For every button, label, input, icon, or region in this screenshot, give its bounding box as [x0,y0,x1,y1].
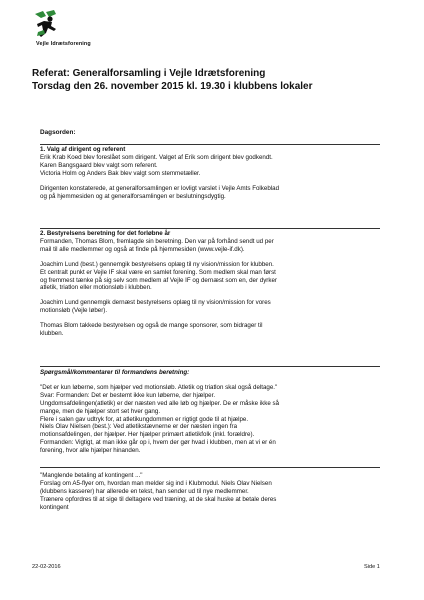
footer-page-number: Side 1 [364,564,380,570]
section-1-paragraph-line: og på hjemmesiden og at generalforsamlingen er beslutningsdygtig. [40,192,226,200]
section-2-line: Et centralt punkt er Vejle IF skal være en samlet forening. Som medlem skal man først [40,268,276,276]
section-2-rule [40,228,380,229]
section-2-line: motionsløb (Vejle løber). [40,307,108,315]
comment-line: mange, men de hjælper stort set hver gang. [40,407,161,415]
title-line-2: Torsdag den 26. november 2015 kl. 19.30 i klubbens lokaler [32,80,313,92]
comment-line: Niels Olav Nielsen (best.): Ved atletikstævnerne er der næsten ingen fra [40,423,238,431]
section-2-line: Joachim Lund (best.) gennemgik bestyrelsens oplæg til ny vision/mission for klubben. [40,260,274,268]
comments-section [40,369,386,455]
comments-section-2 [40,472,386,512]
comment-line: kontingent [40,503,69,511]
section-2-line: Formanden, Thomas Blom, fremlagde sin beretning. Den var på forhånd sendt ud per [40,237,274,245]
comments-rule [40,366,380,367]
document-title [32,68,313,93]
agenda-label: Dagsorden: [40,129,76,136]
section-2-line: Thomas Blom takkede bestyrelsen og også de mange sponsorer, som bidrager til [40,322,263,330]
section-1 [40,146,386,200]
comment-line: "Det er kun løberne, som hjælper ved motionsløb. Atletik og triatlon skal også deltage." [40,383,278,391]
section-1-line: Karen Bangsgaard blev valgt som referent. [40,161,158,169]
comment-line: "Manglende betaling af kontingent ..." [40,472,143,479]
comments-heading: Spørgsmål/kommentarer til formandens beretning: [40,369,190,376]
footer-date: 22-02-2016 [32,564,61,570]
comment-line: Svar: Formanden: Det er bestemt ikke kun løberne, der hjælper. [40,391,216,399]
section-1-rule [40,144,380,145]
club-name: Vejle Idrætsforening [36,41,91,47]
club-logo [32,8,62,40]
section-2 [40,230,386,338]
section-2-heading: 2. Bestyrelsens beretning for det forløbne år [40,230,171,237]
comment-line: Forslag om A5-flyer om, hvordan man melder sig ind i Klubmodul. Niels Olav Nielsen [40,479,272,487]
section-1-heading: 1. Valg af dirigent og referent [40,146,126,153]
title-line-1: Referat: Generalforsamling i Vejle Idrætsforening [32,68,266,79]
section-1-paragraph-line: Dirigenten konstaterede, at generalforsamlingen er lovligt varslet i Vejle Amts Folkeblad [40,184,280,192]
section-2-line: og fremmest tænke på sig selv som medlem af Vejle IF og dernæst som en, der dyrker [40,276,277,284]
section-2-line: atletik, triatlon eller motionsløb i klubben. [40,284,152,292]
section-2-line: klubben. [40,330,64,338]
section-1-line: Victoria Holm og Anders Bak blev valgt som stemmetæller. [40,169,201,177]
comment-line: Formanden: Vigtigt, at man ikke går op i, hvem der gør hvad i klubben, men at vi er én [40,439,276,447]
comment-line: Ungdomsafdelingen(atletik) er der næsten ved alle løb og hjælper. De er måske ikke så [40,399,280,407]
section-1-line: Erik Krab Koed blev foreslået som dirigent. Valget af Erik som dirigent blev godkendt. [40,153,273,161]
comments-divider [40,467,380,468]
comment-line: Trænere opfordres til at sige til deltagere ved træning, at de skal huske at betale deres [40,495,277,503]
comment-line: forening, hvor alle hjælper hinanden. [40,447,141,455]
comment-line: motionsafdelingen, der hjælper. Her hjælper primært atletikfolk (inkl. forældre). [40,431,255,439]
comment-line: (klubbens kasserer) har allerede en tekst, han sender ud til nye medlemmer. [40,487,249,495]
section-2-line: mail til alle medlemmer og også at finde på hjemmesiden (www.vejle-if.dk). [40,245,245,253]
section-2-line: Joachim Lund gennemgik dernæst bestyrelsens oplæg til ny vision/mission for vores [40,299,271,307]
comment-line: Flere i salen gav udtryk for, at atletikungdommen er rigtigt gode til at hjælpe. [40,415,249,423]
